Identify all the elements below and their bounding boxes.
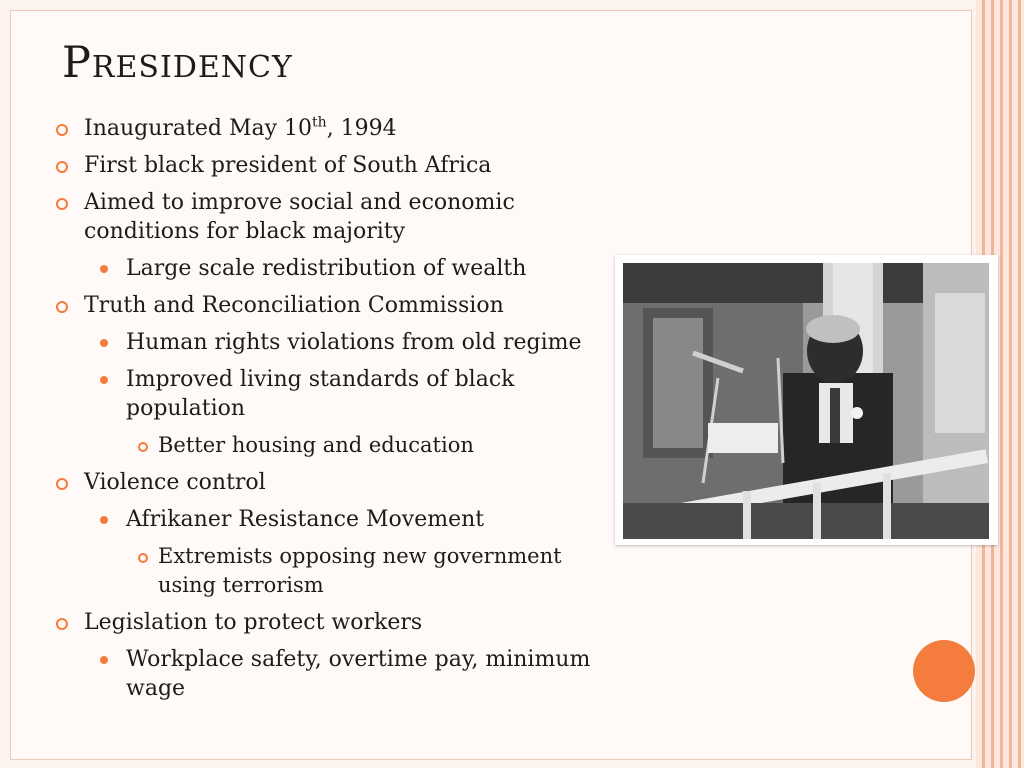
list-item bbox=[56, 608, 596, 637]
sub-list-item bbox=[56, 645, 596, 703]
list-item bbox=[56, 114, 596, 143]
bullet-text: Inaugurated May 10th, 1994 bbox=[84, 114, 397, 141]
bullet-text: Better housing and education bbox=[158, 433, 474, 457]
bullet-text: First black president of South Africa bbox=[84, 153, 492, 178]
bullet-text: Legislation to protect workers bbox=[84, 610, 423, 635]
hollow-bullet-icon bbox=[56, 161, 68, 173]
hollow-bullet-icon bbox=[56, 124, 68, 136]
bullet-text: Truth and Reconciliation Commission bbox=[84, 293, 504, 318]
filled-bullet-icon bbox=[100, 265, 108, 273]
hollow-bullet-icon bbox=[56, 618, 68, 630]
list-item bbox=[56, 151, 596, 180]
bullet-text: Workplace safety, overtime pay, minimum wage bbox=[126, 647, 591, 701]
sub-list-item bbox=[56, 505, 596, 534]
list-item bbox=[56, 188, 596, 246]
photo-frame bbox=[615, 255, 998, 545]
filled-bullet-icon bbox=[100, 339, 108, 347]
sub-sub-list-item bbox=[56, 542, 596, 600]
bullet-text: Improved living standards of black population bbox=[126, 367, 515, 421]
bullet-text: Aimed to improve social and economic conditions for black majority bbox=[84, 190, 515, 244]
slide-title: Presidency bbox=[62, 38, 293, 88]
sub-list-item bbox=[56, 328, 596, 357]
decorative-circle bbox=[913, 640, 975, 702]
hollow-bullet-icon bbox=[56, 198, 68, 210]
bullet-text: Extremists opposing new government using terrorism bbox=[158, 544, 562, 597]
sub-list-item bbox=[56, 365, 596, 423]
filled-bullet-icon bbox=[100, 656, 108, 664]
speaker-photo bbox=[623, 263, 989, 539]
bullet-list bbox=[56, 114, 596, 711]
hollow-bullet-icon bbox=[56, 301, 68, 313]
small-hollow-bullet-icon bbox=[138, 442, 148, 452]
sub-list-item bbox=[56, 254, 596, 283]
list-item bbox=[56, 468, 596, 497]
bullet-text: Afrikaner Resistance Movement bbox=[126, 507, 485, 532]
hollow-bullet-icon bbox=[56, 478, 68, 490]
bullet-text: Large scale redistribution of wealth bbox=[126, 256, 527, 281]
list-item bbox=[56, 291, 596, 320]
small-hollow-bullet-icon bbox=[138, 553, 148, 563]
filled-bullet-icon bbox=[100, 516, 108, 524]
bullet-text: Human rights violations from old regime bbox=[126, 330, 582, 355]
filled-bullet-icon bbox=[100, 376, 108, 384]
bullet-text: Violence control bbox=[84, 470, 266, 495]
sub-sub-list-item bbox=[56, 431, 596, 460]
